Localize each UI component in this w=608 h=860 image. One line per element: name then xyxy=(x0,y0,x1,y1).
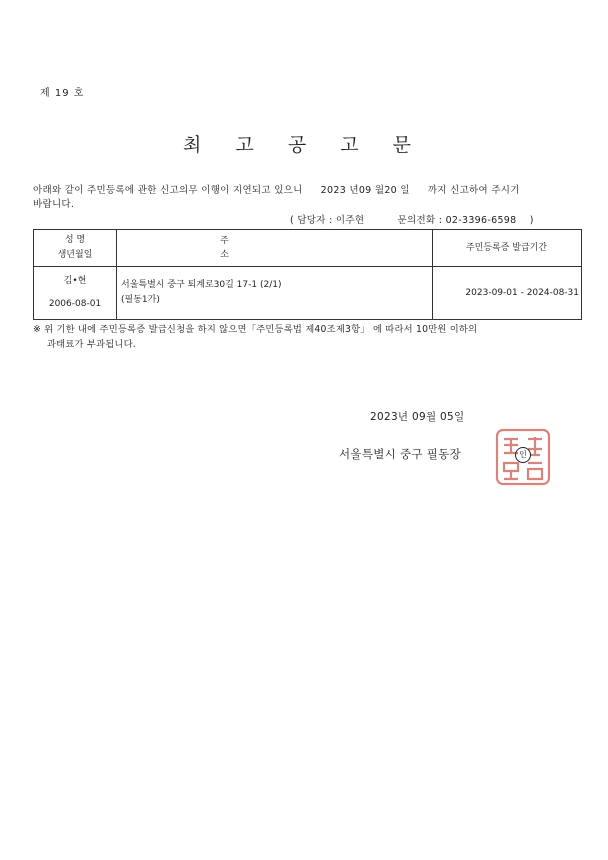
issue-date: 2023년 09월 05일 xyxy=(370,411,465,423)
header-period: 주민등록증 발급기간 xyxy=(433,230,582,267)
issuer-name: 서울특별시 중구 필동장 xyxy=(339,447,461,461)
page-title: 최 고 공 고 문 xyxy=(183,134,425,156)
notice-table xyxy=(33,229,582,320)
note-line1: ※ 위 기한 내에 주민등록증 발급신청을 하지 않으면「주민등록법 제40조제3항」 에 따라서 10만원 이하의 xyxy=(33,324,478,335)
intro-text: 아래와 같이 주민등록에 관한 신고의무 이행이 지연되고 있으니 xyxy=(33,185,303,196)
penalty-note xyxy=(33,322,593,352)
table-row xyxy=(34,267,582,320)
header-name: 성 명 xyxy=(64,235,86,245)
resident-name: 김•현 xyxy=(63,276,87,286)
table-header-row xyxy=(34,230,582,267)
intro-text-cont: 까지 신고하여 주시기 xyxy=(427,185,520,196)
note-line2: 과태료가 부과됩니다. xyxy=(47,339,136,350)
seal-mark: 인 xyxy=(515,447,531,463)
header-name-birth xyxy=(34,230,117,267)
cell-address xyxy=(117,267,433,320)
contact-info: ( 담당자 : 이주현 문의전화 : 02-3396-6598 ) xyxy=(290,215,534,226)
address-line2: (필동1가) xyxy=(121,295,160,305)
header-address: 주 소 xyxy=(117,230,433,267)
deadline-date: 2023 년09 월20 일 xyxy=(320,185,410,196)
header-birth: 생년월일 xyxy=(57,250,93,260)
resident-birth: 2006-08-01 xyxy=(48,299,102,309)
intro-paragraph xyxy=(33,184,593,212)
cell-period: 2023-09-01 - 2024-08-31 xyxy=(433,267,582,320)
cell-name-birth xyxy=(34,267,117,320)
document-number: 제 19 호 xyxy=(40,88,85,99)
address-line1: 서울특별시 중구 퇴계로30길 17-1 (2/1) xyxy=(121,280,282,290)
intro-text-end: 바랍니다. xyxy=(33,199,75,210)
